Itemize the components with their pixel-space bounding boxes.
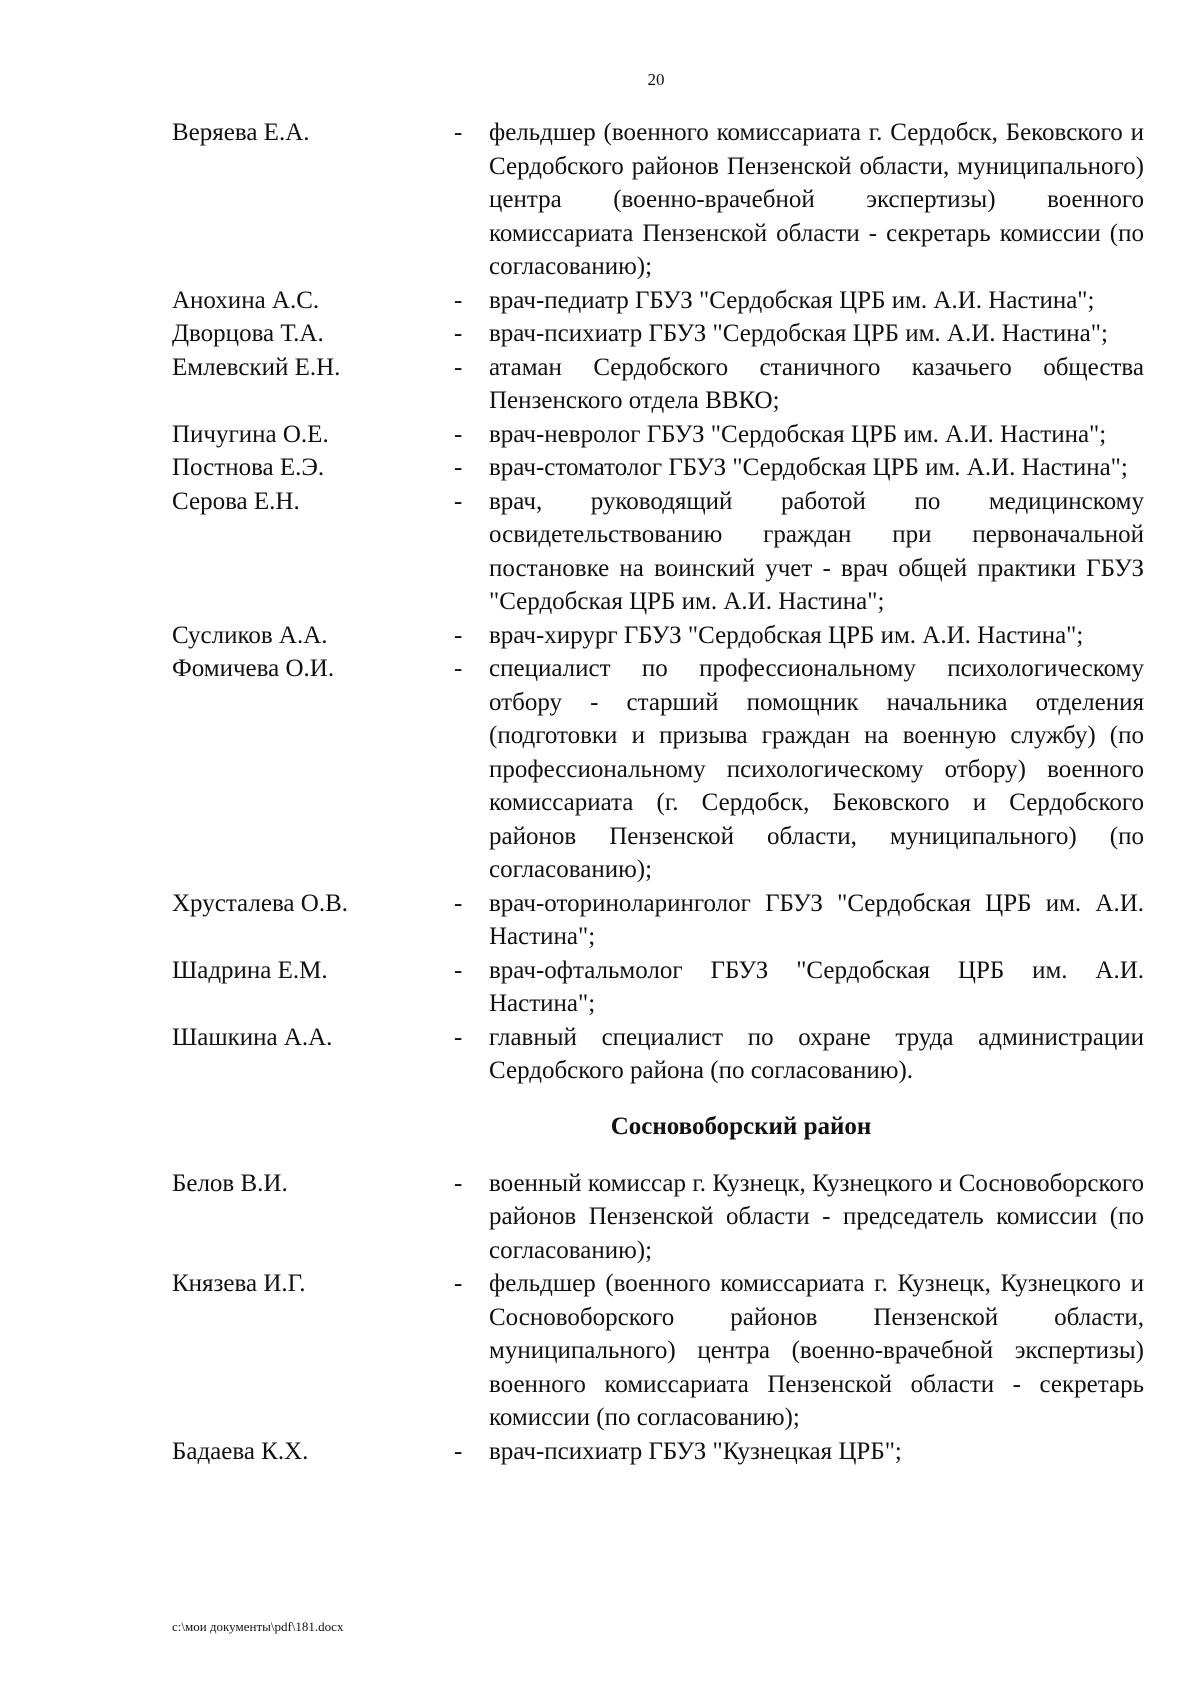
member-role: врач, руководящий работой по медицинскому освидетельствованию граждан при первоначальной постановке на воинский учет - врач общей практики ГБУЗ "Сердобская ЦРБ им. А.И. Настина"; [489, 487, 1144, 615]
member-name: Дворцова Т.А. [172, 320, 324, 347]
member-name: Князева И.Г. [172, 1270, 306, 1297]
dash: - [454, 1169, 463, 1197]
member-role: врач-оториноларинголог ГБУЗ "Сердобская ЦРБ им. А.И. Настина"; [489, 889, 1144, 950]
member-role: врач-стоматолог ГБУЗ "Сердобская ЦРБ им. А.И. Настина"; [489, 454, 1128, 481]
member-name: Бадаева К.Х. [172, 1437, 309, 1465]
member-role: врач-психиатр ГБУЗ "Кузнецкая ЦРБ"; [489, 1437, 902, 1465]
list-item [172, 652, 1144, 887]
list-item [172, 1021, 1144, 1088]
member-name: Веряева Е.А. [172, 119, 310, 146]
member-role: фельдшер (военного комиссариата г. Кузнецк, Кузнецкого и Сосновоборского районов Пензенской области, муниципального) центра (военно-врачебной экспертизы) военного комиссариата Пензенской области - секретарь комиссии (по согласованию); [489, 1270, 1144, 1431]
list-item [172, 284, 1144, 318]
member-name: Шадрина Е.М. [172, 956, 328, 984]
member-name: Сусликов А.А. [172, 621, 328, 649]
member-name: Серова Е.Н. [172, 487, 300, 515]
dash: - [454, 454, 463, 481]
list-item [172, 351, 1144, 418]
dash: - [454, 320, 463, 347]
dash: - [454, 889, 463, 917]
list-item [172, 1267, 1144, 1435]
member-role: врач-офтальмолог ГБУЗ "Сердобская ЦРБ им. А.И. Настина"; [489, 956, 1144, 1017]
member-name: Хрусталева О.В. [172, 889, 348, 917]
list-item [172, 485, 1144, 619]
dash: - [454, 1270, 463, 1297]
dash: - [454, 1437, 463, 1465]
dash: - [454, 1023, 463, 1051]
member-name: Пичугина О.Е. [172, 420, 329, 448]
list-item [172, 1435, 1144, 1469]
list-item [172, 954, 1144, 1021]
list-item [172, 1167, 1144, 1268]
member-role: фельдшер (военного комиссариата г. Сердобск, Бековского и Сердобского районов Пензенской области, муниципального) центра (военно-врачебной экспертизы) военного комиссариата Пензенской области - секретарь комиссии (по согласованию); [489, 119, 1144, 280]
member-role: врач-педиатр ГБУЗ "Сердобская ЦРБ им. А.И. Настина"; [489, 286, 1095, 314]
dash: - [454, 956, 463, 984]
member-role: главный специалист по охране труда администрации Сердобского района (по согласованию). [489, 1023, 1144, 1084]
member-role: специалист по профессиональному психологическому отбору - старший помощник начальника отделения (подготовки и призыва граждан на военную службу) (по профессиональному психологическому отбору) военного комиссариата (г. Сердобск, Бековского и Сердобского районов Пензенской области, муниципального) (по согласованию); [489, 655, 1144, 883]
member-name: Емлевский Е.Н. [172, 353, 341, 381]
page-number: 20 [647, 70, 665, 89]
list-item [172, 887, 1144, 954]
member-role: врач-психиатр ГБУЗ "Сердобская ЦРБ им. А.И. Настина"; [489, 320, 1108, 347]
list-item [172, 116, 1144, 284]
dash: - [454, 353, 463, 381]
member-name: Анохина А.С. [172, 286, 320, 314]
dash: - [454, 286, 463, 314]
dash: - [454, 487, 463, 515]
member-name: Постнова Е.Э. [172, 454, 325, 481]
dash: - [454, 119, 463, 146]
list-item [172, 317, 1144, 351]
section-title: Сосновоборский район [610, 1112, 872, 1140]
member-role: военный комиссар г. Кузнецк, Кузнецкого и Сосновоборского районов Пензенской области - председатель комиссии (по согласованию); [489, 1169, 1144, 1264]
member-name: Шашкина А.А. [172, 1023, 333, 1051]
dash: - [454, 621, 463, 649]
dash: - [454, 420, 463, 448]
list-item [172, 418, 1144, 452]
member-role: атаман Сердобского станичного казачьего общества Пензенского отдела ВВКО; [489, 353, 1144, 414]
dash: - [454, 655, 463, 682]
list-item [172, 451, 1144, 485]
commission-list [172, 116, 1144, 1468]
member-name: Белов В.И. [172, 1169, 288, 1197]
member-role: врач-невролог ГБУЗ "Сердобская ЦРБ им. А.И. Настина"; [489, 420, 1107, 448]
file-path-footer: c:\мои документы\pdf\181.docx [172, 1619, 344, 1634]
list-item [172, 619, 1144, 653]
member-role: врач-хирург ГБУЗ "Сердобская ЦРБ им. А.И. Настина"; [489, 621, 1084, 649]
member-name: Фомичева О.И. [172, 655, 335, 682]
